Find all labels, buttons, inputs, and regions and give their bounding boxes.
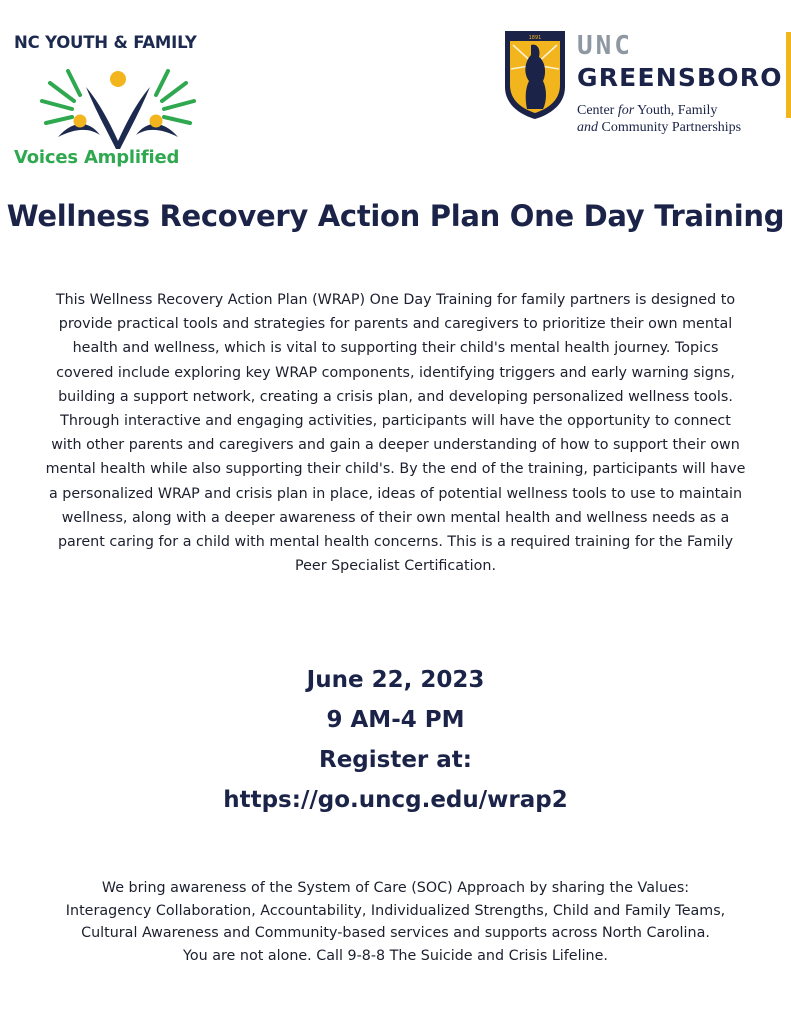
register-label: Register at:	[318, 747, 472, 773]
footer-line: Interagency Collaboration, Accountability, Individualized Strengths, Child and Family Teams,	[65, 902, 726, 919]
uncg-shield-icon	[503, 29, 567, 121]
uncg-logo-greensboro: GREENSBORO	[577, 63, 783, 92]
uncg-logo-unc: UNC	[577, 31, 633, 61]
register-link[interactable]: https://go.uncg.edu/wrap2	[223, 787, 568, 813]
event-time: 9 AM-4 PM	[326, 707, 465, 733]
event-date: June 22, 2023	[306, 667, 485, 693]
nc-youth-family-logo	[14, 33, 220, 175]
uncg-center-name: Center for Youth, Family and Community Partnerships	[577, 103, 742, 135]
soc-footer	[0, 877, 791, 967]
nc-youth-family-emblem-icon	[28, 61, 208, 153]
nc-youth-family-logo-tagline: Voices Amplified	[14, 147, 180, 168]
svg-text:1891: 1891	[528, 35, 542, 41]
footer-line: We bring awareness of the System of Care (SOC) Approach by sharing the Values:	[101, 880, 690, 896]
footer-line: Cultural Awareness and Community-based services and supports across North Carolina.	[81, 925, 710, 941]
uncg-logo	[503, 29, 781, 139]
page-title: Wellness Recovery Action Plan One Day Training	[6, 199, 785, 233]
footer-line: You are not alone. Call 9-8-8 The Suicide and Crisis Lifeline.	[183, 947, 608, 964]
nc-youth-family-logo-title: NC YOUTH & FAMILY	[14, 33, 197, 52]
right-edge-accent-bar	[786, 32, 791, 118]
training-description: This Wellness Recovery Action Plan (WRAP) One Day Training for family partners is designed to provide practical tools and strategies for parents and caregivers to prioritize their own mental health and wellness, which is vital to supporting their child's mental health journey. Topics covered include exploring key WRAP components, identifying triggers and early warning signs, building a support network, creating a crisis plan, and developing personalized wellness tools. Through interactive and engaging activities, participants will have the opportunity to connect with other parents and caregivers and gain a deeper understanding of how to support their own mental health while also supporting their child's. By the end of the training, participants will have a personalized WRAP and crisis plan in place, ideas of potential wellness tools to use to maintain wellness, along with a deeper awareness of their own mental health and wellness needs as a parent caring for a child with mental health concerns. This is a required training for the Family Peer Specialist Certification.	[45, 292, 746, 575]
event-details	[0, 660, 791, 820]
